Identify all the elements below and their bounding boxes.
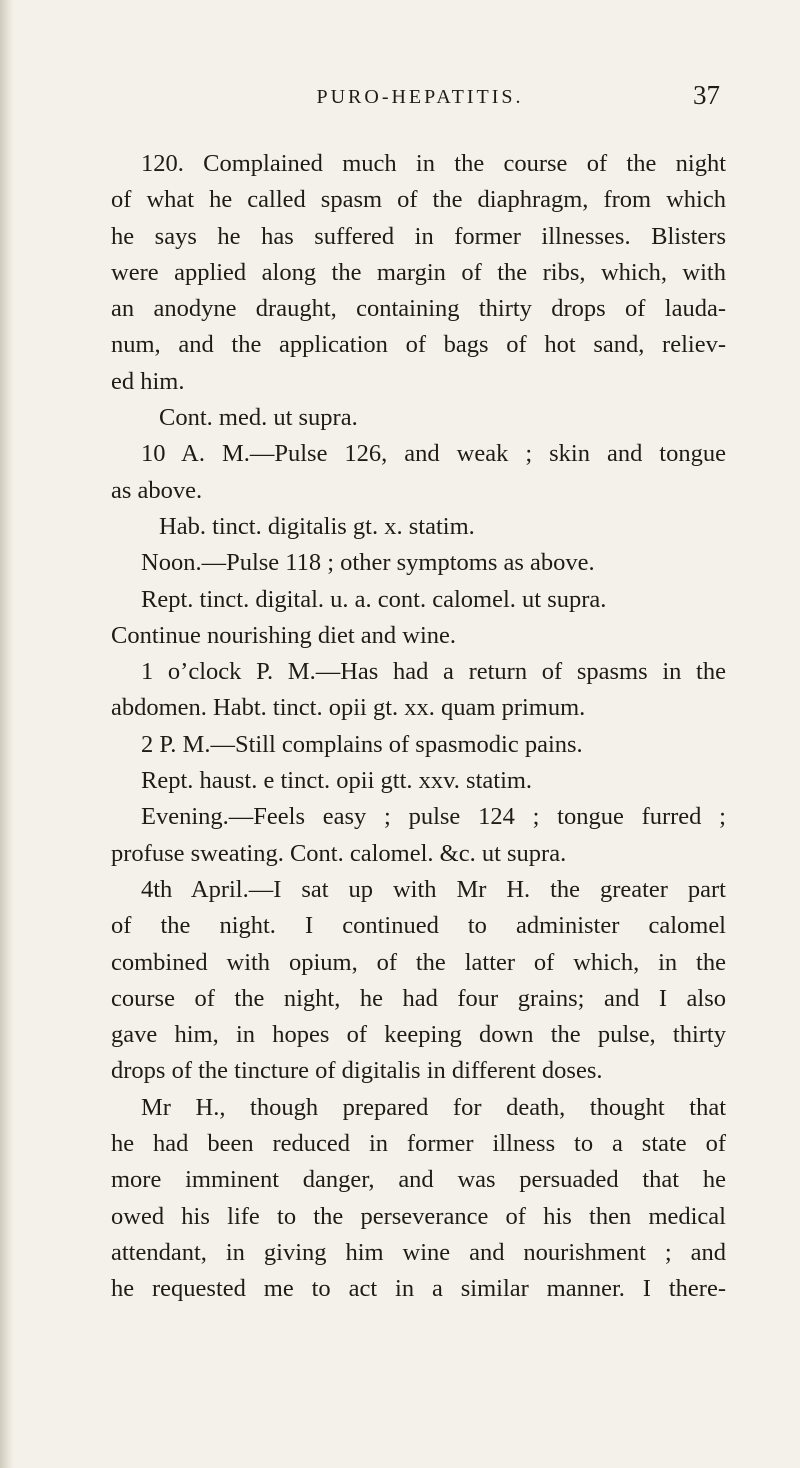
text-line: attendant, in giving him wine and nourishment ; and [111, 1238, 726, 1266]
text-line: owed his life to the perseverance of his then medical [111, 1202, 726, 1230]
text-line: course of the night, he had four grains; and I also [111, 984, 726, 1012]
text-line: 4th April.—I sat up with Mr H. the greater part [141, 875, 726, 903]
text-line: he had been reduced in former illness to a state of [111, 1130, 726, 1158]
text-line: Rept. haust. e tinct. opii gtt. xxv. statim. [141, 767, 533, 795]
page-number: 37 [693, 80, 720, 110]
text-line: drops of the tincture of digitalis in different doses. [111, 1057, 603, 1085]
text-line: combined with opium, of the latter of which, in the [111, 948, 726, 976]
page-header [120, 80, 720, 120]
text-line: were applied along the margin of the ribs, which, with [111, 258, 726, 286]
text-line: Noon.—Pulse 118 ; other symptoms as above. [141, 549, 595, 577]
text-line: Mr H., though prepared for death, thought that [141, 1093, 726, 1121]
text-line: he requested me to act in a similar manner. I there- [111, 1275, 726, 1303]
running-head: PURO-HEPATITIS. [316, 86, 524, 108]
text-line: of the night. I continued to administer calomel [111, 912, 726, 940]
text-line: 10 A. M.—Pulse 126, and weak ; skin and tongue [141, 440, 726, 468]
text-line: abdomen. Habt. tinct. opii gt. xx. quam primum. [111, 694, 586, 722]
text-line: 120. Complained much in the course of the night [141, 150, 726, 177]
text-line: 2 P. M.—Still complains of spasmodic pains. [141, 730, 583, 758]
text-line: Evening.—Feels easy ; pulse 124 ; tongue furred ; [141, 803, 726, 831]
text-line: gave him, in hopes of keeping down the pulse, thirty [111, 1021, 726, 1049]
text-line: as above. [111, 476, 203, 504]
text-line: num, and the application of bags of hot sand, reliev- [111, 331, 726, 359]
text-line: more imminent danger, and was persuaded that he [111, 1166, 726, 1194]
text-line: Hab. tinct. digitalis gt. x. statim. [159, 512, 475, 540]
text-line: Rept. tinct. digital. u. a. cont. calomel. ut supra. [141, 585, 607, 613]
page-edge [0, 0, 14, 1468]
text-line: profuse sweating. Cont. calomel. &c. ut supra. [111, 839, 567, 867]
text-line: an anodyne draught, containing thirty drops of lauda- [111, 295, 726, 323]
body-text [111, 146, 726, 1308]
text-line: Cont. med. ut supra. [159, 404, 358, 432]
text-line: he says he has suffered in former illnesses. Blisters [111, 222, 726, 250]
text-line: Continue nourishing diet and wine. [111, 621, 456, 649]
text-line: 1 o’clock P. M.—Has had a return of spasms in the [141, 658, 726, 686]
text-line: of what he called spasm of the diaphragm, from which [111, 186, 726, 214]
text-line: ed him. [111, 367, 185, 395]
